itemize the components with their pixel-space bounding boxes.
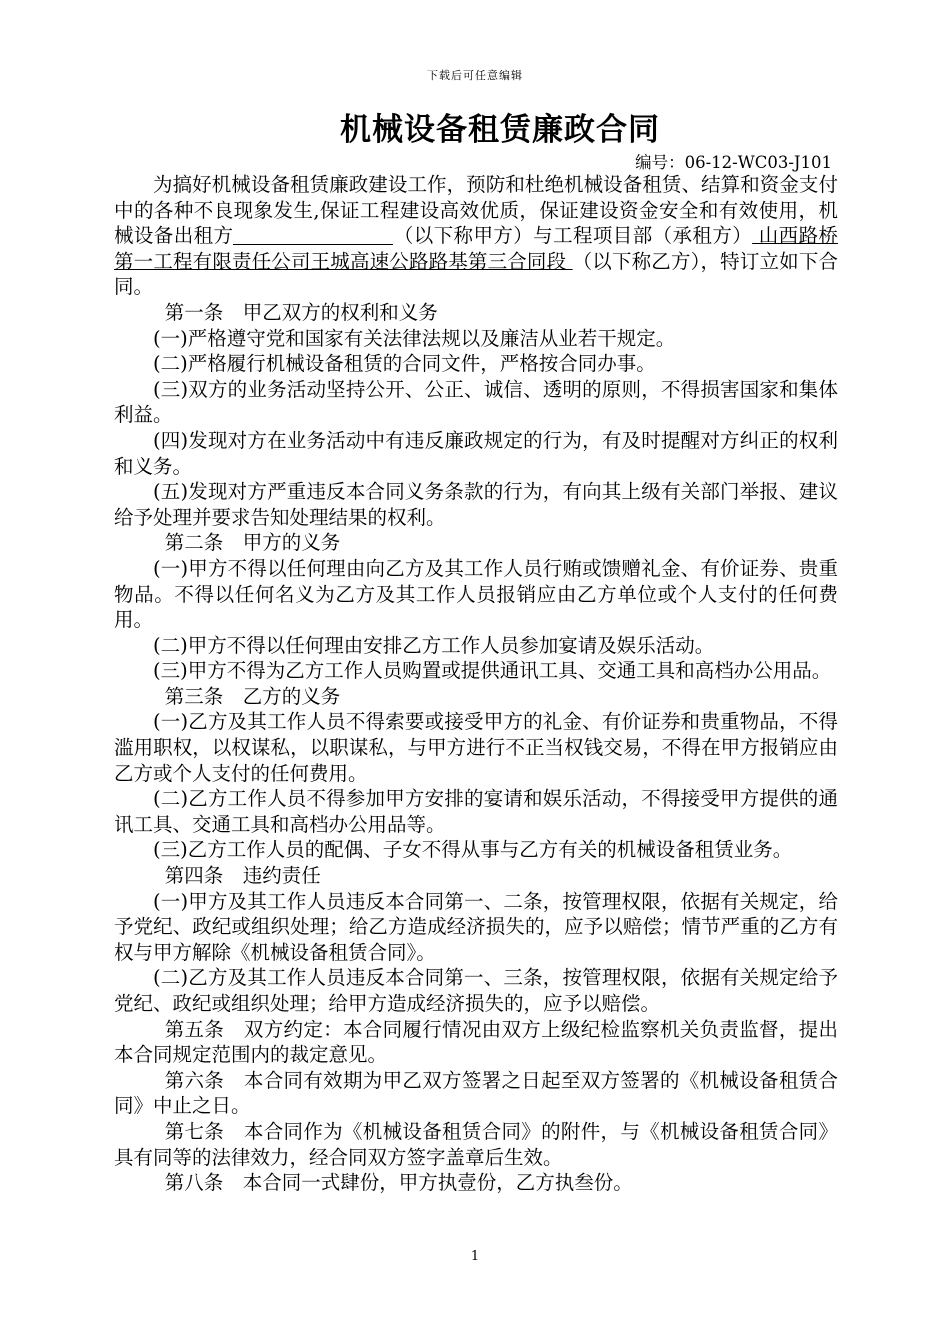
lessor-blank-field [233,226,393,245]
clause-paragraph: (二)乙方及其工作人员违反本合同第一、三条，按管理权限，依据有关规定给予党纪、政纪或组织处理；给甲方造成经济损失的，应予以赔偿。 [114,966,838,1015]
document-number: 编号：06-12-WC03-J101 [635,153,832,172]
clause-paragraph: (三)甲方不得为乙方工作人员购置或提供通讯工具、交通工具和高档办公用品。 [153,659,832,683]
clause-paragraph: (一)甲方不得以任何理由向乙方及其工作人员行贿或馈赠礼金、有价证券、贵重物品。不得以任何名义为乙方及其工作人员报销应由乙方单位或个人支付的任何费用。 [114,556,838,632]
clause-paragraph: (一)严格遵守党和国家有关法律法规以及廉洁从业若干规定。 [153,326,676,350]
article-heading: 第五条 双方约定：本合同履行情况由双方上级纪检监察机关负责监督，提出本合同规定范围内的裁定意见。 [114,1017,838,1067]
article-heading: 第四条 违约责任 [164,864,321,888]
contract-body [114,172,838,1196]
contract-clauses [114,300,838,1196]
article-heading: 第七条 本合同作为《机械设备租赁合同》的附件，与《机械设备租赁合同》具有同等的法律效力，经合同双方签字盖章后生效。 [114,1119,838,1169]
page-number: 1 [470,1249,480,1264]
clause-paragraph: (一)甲方及其工作人员违反本合同第一、二条，按管理权限，依据有关规定，给予党纪、政纪或组织处理；给乙方造成经济损失的，应予以赔偿；情节严重的乙方有权与甲方解除《机械设备租赁合同》。 [114,889,838,964]
clause-paragraph: (二)严格履行机械设备租赁的合同文件，严格按合同办事。 [153,352,656,376]
article-heading: 第三条 乙方的义务 [164,684,341,708]
intro-text-2: （以下称甲方）与工程项目部（承租方） [393,224,753,248]
article-heading: 第八条 本合同一式肆份，甲方执壹份，乙方执叁份。 [164,1171,633,1195]
intro-text-1: 为搞好机械设备租赁廉政建设工作，预防和杜绝机械设备租赁、结算和资金支付中的各种不良现象发生,保证工程建设高效优质，保证建设资金安全和有效使用，机械设备出租方 [114,173,838,248]
clause-paragraph: (三)乙方工作人员的配偶、子女不得从事与乙方有关的机械设备租赁业务。 [153,838,793,862]
document-title: 机械设备租赁廉政合同 [340,112,660,148]
clause-paragraph: (五)发现对方严重违反本合同义务条款的行为，有向其上级有关部门举报、建议给予处理并要求告知处理结果的权利。 [114,480,838,529]
article-heading: 第一条 甲乙双方的权利和义务 [164,300,438,324]
article-heading: 第六条 本合同有效期为甲乙双方签署之日起至双方签署的《机械设备租赁合同》中止之日。 [114,1068,838,1118]
header-note: 下载后可任意编辑 [427,69,523,82]
clause-paragraph: (二)乙方工作人员不得参加甲方安排的宴请和娱乐活动，不得接受甲方提供的通讯工具、交通工具和高档办公用品等。 [114,787,838,836]
article-heading: 第二条 甲方的义务 [164,531,341,555]
clause-paragraph: (四)发现对方在业务活动中有违反廉政规定的行为，有及时提醒对方纠正的权利和义务。 [114,428,838,478]
lessee-name: 山西路桥第一工程有限责任公司王城高速公路路基第三合同段 [114,224,838,273]
intro-text-3: （以下称乙方），特订立如下合同。 [114,249,838,299]
clause-paragraph: (三)双方的业务活动坚持公开、公正、诚信、透明的原则，不得损害国家和集体利益。 [114,377,838,427]
clause-paragraph: (二)甲方不得以任何理由安排乙方工作人员参加宴请及娱乐活动。 [153,633,715,657]
intro-paragraph [114,172,838,300]
clause-paragraph: (一)乙方及其工作人员不得索要或接受甲方的礼金、有价证券和贵重物品，不得滥用职权，以权谋私，以职谋私，与甲方进行不正当权钱交易，不得在甲方报销应由乙方或个人支付的任何费用。 [114,710,838,785]
